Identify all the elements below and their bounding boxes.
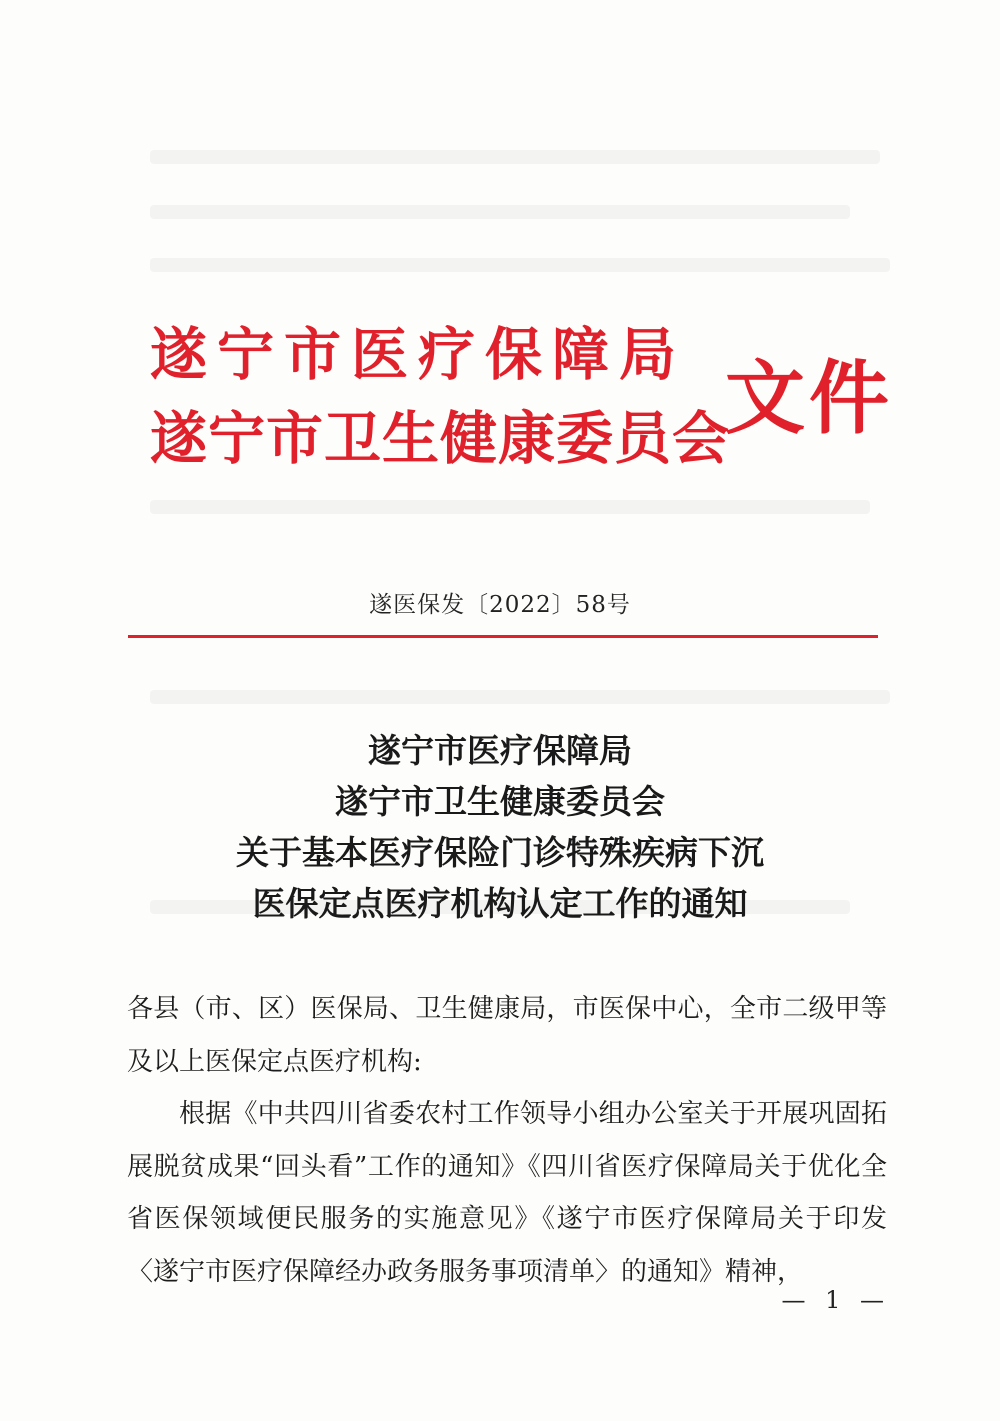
red-divider <box>128 635 878 638</box>
header-document-label: 文件 <box>725 351 893 445</box>
show-through-line <box>150 500 870 514</box>
document-number: 遂医保发〔2022〕58号 <box>369 592 631 618</box>
show-through-line <box>150 150 880 164</box>
title-line-1: 遂宁市医疗保障局 <box>368 731 632 770</box>
title-line-3: 关于基本医疗保险门诊特殊疾病下沉 <box>236 833 764 872</box>
show-through-line <box>150 258 890 272</box>
salutation: 各县（市、区）医保局、卫生健康局，市医保中心，全市二级甲等及以上医保定点医疗机构: <box>127 994 887 1077</box>
document-title <box>0 725 1000 929</box>
show-through-line <box>150 690 890 704</box>
header-authority-2: 遂宁市卫生健康委员会 <box>150 405 730 472</box>
title-line-4: 医保定点医疗机构认定工作的通知 <box>252 884 748 923</box>
title-line-2: 遂宁市卫生健康委员会 <box>335 782 665 821</box>
show-through-line <box>150 205 850 219</box>
document-body <box>127 983 887 1298</box>
header-authority-1: 遂宁市医疗保障局 <box>150 321 686 388</box>
body-paragraph: 根据《中共四川省委农村工作领导小组办公室关于开展巩固拓展脱贫成果“回头看”工作的通知》《四川省医疗保障局关于优化全省医保领域便民服务的实施意见》《遂宁市医疗保障局关于印发〈遂宁市医疗保障经办政务服务事项清单〉的通知》精神， <box>127 1099 887 1287</box>
issuing-authority-header <box>150 308 893 498</box>
page-number: — 1 — <box>781 1286 890 1314</box>
